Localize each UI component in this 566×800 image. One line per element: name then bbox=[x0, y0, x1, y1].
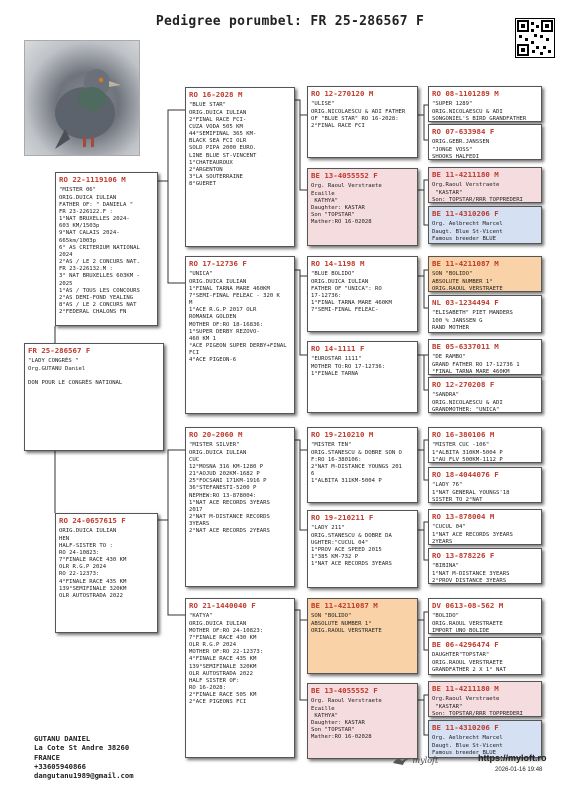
card-line: Son "TOPSTAR" bbox=[311, 727, 355, 734]
card-line: "MISTER 06" bbox=[59, 187, 97, 194]
pigeon-card-subject[interactable] bbox=[24, 343, 164, 451]
card-line: "MISTER TEN" bbox=[311, 442, 352, 449]
card-line: 3° NAT BRUXELLES 603KM - 2025 bbox=[59, 273, 144, 287]
ring-number: RO 13-878004 M bbox=[432, 512, 495, 521]
ring-number: RO 20-2060 M bbox=[189, 430, 243, 439]
card-line: 139°SEMIFINALE 320KM bbox=[59, 585, 127, 592]
card-line: FR 23-226132.M : bbox=[59, 266, 113, 273]
card-line: "BOLIDO" bbox=[432, 613, 459, 620]
card-line: 2°NAT M-DISTANCE RECORDS bbox=[189, 514, 270, 521]
ring-number: BE 11-4310206 F bbox=[432, 209, 499, 218]
pigeon-card-sire-sire[interactable] bbox=[185, 87, 295, 247]
card-line: ORIG.RAOUL VERSTRAETE bbox=[432, 620, 503, 627]
card-line: 1°NAT ACE RECORDS 3YEARS bbox=[432, 531, 513, 538]
card-line: ORIG.DUICA IULIAN bbox=[189, 449, 247, 456]
card-line: Org.Raoul Verstraete bbox=[432, 696, 500, 703]
card-line: FATHER OF "UNICA": RO bbox=[311, 285, 382, 292]
card-line: 17-12736: bbox=[311, 292, 342, 299]
card-line: 1°NAT BRUXELLES 2024- bbox=[59, 216, 130, 223]
card-line: Mather:RO 16-02028 bbox=[311, 734, 372, 741]
pigeon-card-gen4-6[interactable] bbox=[307, 510, 418, 588]
card-line: 12°MOSNA 316 KM-1280 P bbox=[189, 463, 264, 470]
pigeon-card-gen4-1[interactable] bbox=[307, 86, 418, 158]
pigeon-card-gen5-13[interactable] bbox=[428, 598, 542, 634]
ring-number: RO 14-1198 M bbox=[311, 259, 365, 268]
ring-number: FR 25-286567 F bbox=[28, 346, 91, 355]
pigeon-card-gen5-5[interactable] bbox=[428, 256, 542, 292]
card-line: Org. Raoul Verstraete bbox=[311, 698, 382, 705]
card-line: 4°ACE PIGEON-6 bbox=[189, 357, 237, 364]
pigeon-card-gen5-3[interactable] bbox=[428, 167, 542, 203]
card-line: 44°SEMIFINAL 365 KM- bbox=[189, 131, 257, 138]
card-line: RO 22-12373: bbox=[59, 571, 100, 578]
card-line: FCI bbox=[189, 350, 200, 357]
card-line: ORIG.DUICA IULIAN bbox=[189, 278, 247, 285]
card-line: 3YEARS bbox=[189, 521, 210, 528]
card-line: 4°FINALE RACE 435 KM bbox=[59, 578, 127, 585]
card-line: 665km/1003p bbox=[59, 237, 97, 244]
myloft-logo bbox=[392, 755, 438, 767]
card-line: OLR AUTOSTRADA 2022 bbox=[59, 592, 123, 599]
card-line: Org. Raoul Verstraete bbox=[311, 183, 382, 190]
card-line: ORIG.RAOUL VERSTRAETE bbox=[432, 659, 503, 666]
card-line: 7°FINALE RACE 430 KM bbox=[59, 557, 127, 564]
card-line: "SANDRA" bbox=[432, 392, 459, 399]
card-line: "KASTAR" bbox=[432, 703, 463, 710]
card-line: Son "TOPSTAR" bbox=[311, 212, 355, 219]
card-line: CUC bbox=[189, 456, 200, 463]
card-line: 7°SEMI-FINAL FELEAC - 320 K bbox=[189, 292, 280, 299]
card-line: "MISTER CUC -106" bbox=[432, 442, 490, 449]
card-line: 8°AS / LE 2 CONCURS NAT bbox=[59, 301, 137, 308]
card-line: ORIG.RAOUL VERSTRAETE bbox=[311, 627, 382, 634]
pigeon-card-gen4-2[interactable] bbox=[307, 168, 418, 246]
card-line: HALF-SISTER TO : bbox=[59, 542, 113, 549]
card-line: Org. Aelbrecht Marcel bbox=[432, 735, 503, 742]
card-line: Org.GUTANU Daniel bbox=[28, 365, 86, 372]
pigeon-card-sire[interactable] bbox=[55, 172, 158, 326]
card-line: Mather:RO 16-02028 bbox=[311, 219, 372, 226]
card-line: FR 23-226122.F : bbox=[59, 208, 113, 215]
pigeon-card-dam[interactable] bbox=[55, 513, 158, 633]
card-line: ORIG.DUICA IULIAN bbox=[59, 528, 117, 535]
card-line: "BIBINA" bbox=[432, 563, 459, 570]
card-line: ORIG.NICOLAESCU & ADI FATHER bbox=[311, 108, 406, 115]
card-line: 460 KM 1 bbox=[189, 335, 216, 342]
card-line: SOLD PIPA 2000 EURO. bbox=[189, 145, 257, 152]
card-line: OLR R.G.P 2024 bbox=[59, 564, 107, 571]
card-line: Daughter: KASTAR bbox=[311, 719, 365, 726]
card-line: UGHTER:"CUCUL 04" bbox=[311, 539, 369, 546]
ring-number: RO 21-1440040 F bbox=[189, 601, 256, 610]
card-line: SISTER TO 2°NAT bbox=[432, 496, 483, 503]
card-line: "DE RAMBO" bbox=[432, 354, 466, 361]
card-line: 1°NAT M-DISTANCE 3YEARS bbox=[432, 570, 510, 577]
ring-number: BE 06-4296474 F bbox=[432, 640, 499, 649]
card-line: IMPORT UNO BOLIDE bbox=[432, 627, 490, 634]
card-line: "LADY 211" bbox=[311, 525, 345, 532]
card-line: 100 % JANSSEN G bbox=[432, 317, 483, 324]
ring-number: RO 14-1111 F bbox=[311, 344, 365, 353]
card-line: ORIG.DUICA IULIAN bbox=[189, 620, 247, 627]
pigeon-card-gen5-10[interactable] bbox=[428, 467, 542, 503]
card-line: SON "BOLIDO" bbox=[311, 613, 352, 620]
card-line: 2°PROV DISTANCE 3YEARS bbox=[432, 577, 507, 584]
card-line: "KATYA" bbox=[189, 613, 213, 620]
card-line: 1°FINALE TARNA bbox=[311, 370, 359, 377]
card-line: Daugt. Blue St-Vicent bbox=[432, 742, 503, 749]
card-line: MOTHER OF:RO 24-10823: bbox=[189, 627, 264, 634]
pigeon-card-dam-dam[interactable] bbox=[185, 598, 295, 758]
card-line: 2017 bbox=[189, 506, 203, 513]
pigeon-card-gen5-15[interactable] bbox=[428, 681, 542, 717]
card-line: "LADY 76" bbox=[432, 482, 463, 489]
pigeon-card-gen5-12[interactable] bbox=[428, 548, 542, 584]
card-line: 1°NAT ACE RECORDS 3YEARS bbox=[189, 499, 270, 506]
ring-number: RO 12-270208 F bbox=[432, 380, 495, 389]
card-line: 2°ACE PIGEONS FCI bbox=[189, 699, 247, 706]
pigeon-card-gen5-8[interactable] bbox=[428, 377, 542, 413]
card-line: "CUCUL 04" bbox=[432, 524, 466, 531]
card-line: 2°NAT ACE RECORDS 2YEARS bbox=[189, 528, 270, 535]
card-line: 1°PROV ACE SPEED 2015 bbox=[311, 546, 382, 553]
ring-number: RO 13-878226 F bbox=[432, 551, 495, 560]
ring-number: RO 22-1119106 M bbox=[59, 175, 126, 184]
ring-number: BE 11-4211087 M bbox=[432, 259, 499, 268]
card-line: SHOOKS HALFEDI bbox=[432, 153, 480, 160]
ring-number: RO 19-210211 F bbox=[311, 513, 374, 522]
logo-text: myloft bbox=[412, 756, 439, 765]
card-line bbox=[28, 373, 160, 380]
card-line: Daugt. Blue St-Vicent bbox=[432, 228, 503, 235]
qr-code bbox=[515, 18, 555, 58]
card-line: ORIG.DUICA IULIAN bbox=[189, 109, 247, 116]
card-line: "JONGE VOSS" bbox=[432, 146, 473, 153]
card-line: 1°AU FLV 500KM-1112 P bbox=[432, 456, 503, 463]
ring-number: BE 13-4055552 F bbox=[311, 171, 378, 180]
card-line: 2°ARGENTON bbox=[189, 166, 223, 173]
card-line: Ecaille bbox=[311, 705, 335, 712]
pigeon-card-dam-sire[interactable] bbox=[185, 427, 295, 587]
card-line: ORIG.NICOLAESCU & ADI bbox=[432, 399, 503, 406]
pigeon-card-gen5-11[interactable] bbox=[428, 509, 542, 545]
card-line: SONGONIEL'S BIRD GRANDFATHER bbox=[432, 115, 527, 122]
card-line: ORIG.GEBR.JANSSEN bbox=[432, 139, 490, 146]
card-line: 3°LA SOUTERRAINE bbox=[189, 174, 243, 181]
pigeon-card-gen4-5[interactable] bbox=[307, 427, 418, 503]
pigeon-card-gen5-9[interactable] bbox=[428, 427, 542, 463]
ring-number: BE 11-4211087 M bbox=[311, 601, 378, 610]
pigeon-card-gen5-14[interactable] bbox=[428, 637, 542, 675]
pigeon-card-gen4-4[interactable] bbox=[307, 341, 418, 413]
card-line: 2°FINAL RACE FCI- bbox=[189, 116, 247, 123]
card-line: 2°AS / LE 2 CONCURS NAT. bbox=[59, 259, 140, 266]
pigeon-card-sire-dam[interactable] bbox=[185, 256, 295, 414]
owner-address: La Cote St Andre 38260 bbox=[34, 743, 130, 753]
card-line: CUZA VODA 505 KM bbox=[189, 123, 243, 130]
card-line: F:RO 16-380106: bbox=[311, 456, 362, 463]
card-line: RO 24-10823: bbox=[59, 549, 100, 556]
generated-date: 2026-01-16 19:48 bbox=[495, 767, 543, 773]
card-line: ORIG.STANESCU & DOBRE DA bbox=[311, 532, 392, 539]
ring-number: RO 19-210210 M bbox=[311, 430, 374, 439]
card-line: 4°FINALE RACE 435 KM bbox=[189, 656, 257, 663]
card-line: 6° AS CRITERIUM NATIONAL 2024 bbox=[59, 244, 144, 258]
card-line: 36°STEFANESTI-5200 P bbox=[189, 485, 257, 492]
card-line: 1°385 KM-732 P bbox=[311, 554, 359, 561]
bird-icon bbox=[392, 755, 410, 767]
card-line: 1°ALBITA 310KM-5004 P bbox=[432, 449, 503, 456]
card-line: Ecaille bbox=[311, 190, 335, 197]
card-line: "SUPER 1289" bbox=[432, 101, 473, 108]
card-line: ORIG.RAOUL VERSTRAETE bbox=[432, 285, 503, 292]
pigeon-card-gen5-7[interactable] bbox=[428, 339, 542, 375]
card-line: ABSOLUTE NUMBER 1° bbox=[311, 620, 372, 627]
card-line: 1°NAT GENERAL YOUNGS'18 bbox=[432, 489, 510, 496]
card-line: ROMANIA GOLDEN bbox=[189, 314, 237, 321]
card-line: 21°AOJUD 202KM-1682 P bbox=[189, 471, 260, 478]
card-line: OLR AUTOSTRADA 2022 bbox=[189, 670, 253, 677]
card-line: 1°AS / TOUS LES CONCOURS bbox=[59, 287, 140, 294]
card-line: GRAND FATHER RO 17-12736 1 bbox=[432, 361, 520, 368]
pigeon-card-gen4-8[interactable] bbox=[307, 683, 418, 759]
owner-phone: +33605940866 bbox=[34, 762, 86, 772]
pigeon-card-gen4-3[interactable] bbox=[307, 256, 418, 332]
card-line: 2°FINAL RACE FCI bbox=[311, 122, 365, 129]
owner-email[interactable]: dangutanu1989@gmail.com bbox=[34, 771, 134, 781]
card-line: KATHYA" bbox=[311, 712, 338, 719]
ring-number: BE 11-4211180 M bbox=[432, 684, 499, 693]
card-line: SON "BOLIDO" bbox=[432, 271, 473, 278]
site-link[interactable]: https://myloft.ro bbox=[478, 753, 547, 763]
card-line: 7°FINALE RACE 430 KM bbox=[189, 634, 257, 641]
card-line: ABSOLUTE NUMBER 1° bbox=[432, 278, 493, 285]
pigeon-card-gen5-6[interactable] bbox=[428, 295, 542, 333]
ring-number: RO 07-633984 F bbox=[432, 127, 495, 136]
card-line: 1°FINAL TARNA MARE 460KM bbox=[311, 300, 392, 307]
card-line: Famous breeder BLUE bbox=[432, 235, 496, 242]
card-line: HALF SISTER OF: bbox=[189, 677, 240, 684]
card-line: "LADY CONGRÈS " bbox=[28, 358, 79, 365]
card-line: 2°AS DEMI-FOND YEALING bbox=[59, 294, 134, 301]
card-line: OF "BLUE STAR" RO 16-2028: bbox=[311, 115, 399, 122]
card-line: ORIG.DUICA IULIAN bbox=[59, 194, 117, 201]
ring-number: BE 11-4310206 F bbox=[432, 723, 499, 732]
pigeon-card-gen5-4[interactable] bbox=[428, 206, 542, 244]
ring-number: RO 16-2028 M bbox=[189, 90, 243, 99]
ring-number: RO 17-12736 F bbox=[189, 259, 247, 268]
card-line: 2°NAT M-DISTANCE YOUNGS 201 bbox=[311, 463, 402, 470]
card-line: "KASTAR" bbox=[432, 189, 463, 196]
card-line: RO 16-2028: bbox=[189, 685, 227, 692]
card-line: MOTHER TO:RO 17-12736: bbox=[311, 363, 386, 370]
ring-number: RO 24-0657615 F bbox=[59, 516, 126, 525]
card-line: GRANDFATHER 2 X 1° NAT bbox=[432, 666, 507, 673]
card-line: DON POUR LE CONGRÈS NATIONAL bbox=[28, 379, 123, 386]
card-line: °FINAL TARNA MARE 460KM bbox=[432, 368, 510, 375]
card-line: 9°NAT CALAIS 2024- bbox=[59, 230, 120, 237]
owner-country: FRANCE bbox=[34, 752, 60, 762]
card-line: Famous breeder BLUE bbox=[432, 749, 496, 756]
card-line: "ULISE" bbox=[311, 101, 335, 108]
card-line: 2°FINALE RACE 505 KM bbox=[189, 692, 257, 699]
ring-number: DV 0613-08-562 M bbox=[432, 601, 504, 610]
card-line: M bbox=[189, 300, 193, 307]
card-line: 1°ALBITA 311KM-5004 P bbox=[311, 478, 382, 485]
page-title: Pedigree porumbel: FR 25-286567 F bbox=[155, 14, 425, 29]
card-line: DAUGHTER"TOPSTAR" bbox=[432, 652, 490, 659]
card-line: "BLUE STAR" bbox=[189, 102, 227, 109]
card-line: Daughter: KASTAR bbox=[311, 204, 365, 211]
card-line: 1°NAT ACE RECORDS 3YEARS bbox=[311, 561, 392, 568]
card-line: MOTHER OF:RO 22-12373: bbox=[189, 649, 264, 656]
owner-info bbox=[34, 734, 134, 781]
card-line: 1°ACE R.G.P 2017 OLR bbox=[189, 307, 257, 314]
ring-number: RO 12-270120 M bbox=[311, 89, 374, 98]
card-line: 7°SEMI-FINAL FELEAC- bbox=[311, 307, 379, 314]
card-line: ORIG.NICOLAESCU & ADI bbox=[432, 108, 503, 115]
card-line: FATHER OF: " DANIELA " bbox=[59, 201, 134, 208]
pigeon-card-gen5-2[interactable] bbox=[428, 124, 542, 160]
ring-number: NL 03-1234494 F bbox=[432, 298, 499, 307]
pigeon-card-gen4-7[interactable] bbox=[307, 598, 418, 674]
ring-number: RO 18-4044076 F bbox=[432, 470, 499, 479]
card-line: KATHYA" bbox=[311, 197, 338, 204]
card-line: 6 bbox=[311, 471, 315, 478]
card-line: OLR R.G.P 2024 bbox=[189, 642, 237, 649]
card-line: 25°FOCSANI 171KM-1916 P bbox=[189, 478, 267, 485]
card-line: "UNICA" bbox=[189, 271, 213, 278]
card-line: 2YEARS bbox=[432, 538, 453, 545]
card-line: Son: TOPSTAR/RRR TOPPREDERI bbox=[432, 710, 523, 717]
card-line: RAND MOTHER bbox=[432, 324, 470, 331]
owner-name: GUTANU DANIEL bbox=[34, 734, 91, 743]
card-line: "BLUE BOLIDO" bbox=[311, 271, 355, 278]
card-line: Org. Aelbrecht Marcel bbox=[432, 221, 503, 228]
card-line: NEPHEW:RO 13-878004: bbox=[189, 492, 257, 499]
card-line: "EUROSTAR 1111" bbox=[311, 356, 362, 363]
card-line: 8°GUERET bbox=[189, 181, 216, 188]
card-line: BLACK SEA FCI OLR bbox=[189, 138, 247, 145]
card-line: 2°FEDERAL CHALONS FN bbox=[59, 309, 127, 316]
card-line: Son: TOPSTAR/RRR TOPPREDERI bbox=[432, 196, 523, 203]
card-line: GRANDMOTHER: "UNICA" bbox=[432, 406, 500, 413]
card-line: ORIG.DUICA IULIAN bbox=[311, 278, 369, 285]
card-line: Org.Raoul Verstraete bbox=[432, 182, 500, 189]
ring-number: BE 11-4211180 M bbox=[432, 170, 499, 179]
card-line: 603 KM/1503p bbox=[59, 223, 100, 230]
card-line: "MISTER SILVER" bbox=[189, 442, 240, 449]
ring-number: RO 08-1101289 M bbox=[432, 89, 499, 98]
card-line: 1°CHATEAUROUX bbox=[189, 159, 233, 166]
card-line: ORIG.STANESCU & DOBRE SON O bbox=[311, 449, 402, 456]
pigeon-card-gen5-1[interactable] bbox=[428, 86, 542, 122]
card-line: °ACE PIGEON SUPER DERBY+FINAL bbox=[189, 343, 287, 350]
ring-number: BE 13-4055552 F bbox=[311, 686, 378, 695]
card-line: "ELISABETH" PIET MANDERS bbox=[432, 310, 513, 317]
card-line: 1°FINAL TARNA MARE 460KM bbox=[189, 285, 270, 292]
card-line: LINE BLUE ST-VINCENT bbox=[189, 152, 257, 159]
card-line: HEN bbox=[59, 535, 70, 542]
card-line: MOTHER OF:RO 18-16836: bbox=[189, 321, 264, 328]
ring-number: BE 05-6337011 M bbox=[432, 342, 499, 351]
ring-number: RO 16-380106 M bbox=[432, 430, 495, 439]
card-line: 139°SEMIFINALE 320KM bbox=[189, 663, 257, 670]
pigeon-photo bbox=[24, 40, 140, 156]
card-line: 1°SUPER DERBY REZOVO- bbox=[189, 328, 260, 335]
